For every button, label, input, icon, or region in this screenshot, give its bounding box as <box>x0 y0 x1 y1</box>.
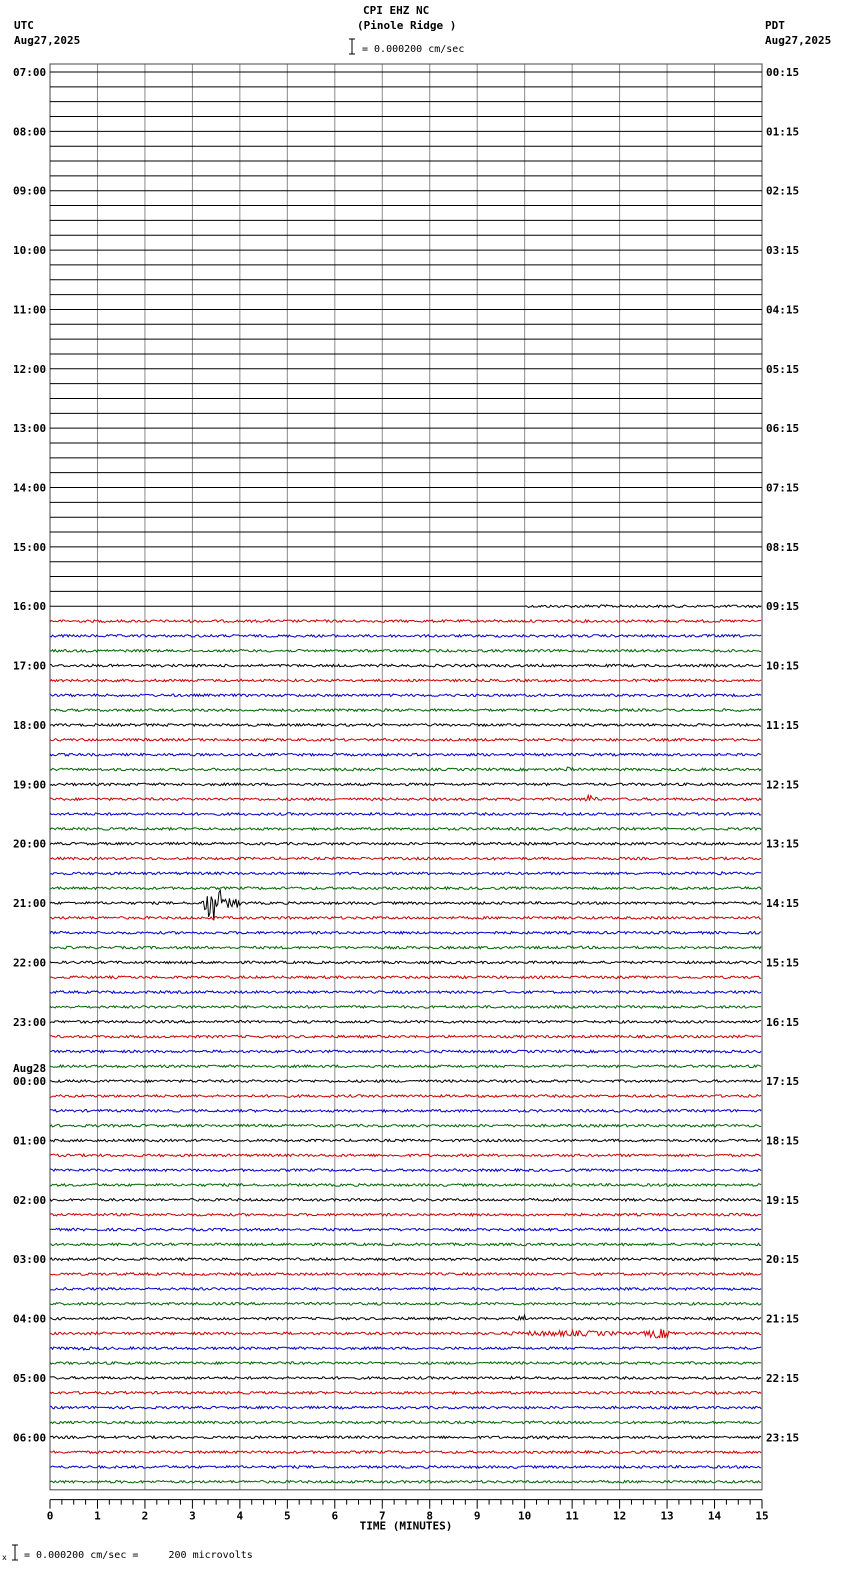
date-change-label: Aug28 <box>13 1062 47 1076</box>
trace-44 <box>50 724 761 727</box>
pdt-hour-label: 15:15 <box>766 956 800 970</box>
trace-90 <box>50 1406 761 1409</box>
trace-49 <box>50 795 761 801</box>
x-tick-label: 4 <box>236 1509 244 1523</box>
utc-hour-label: 19:00 <box>13 778 47 792</box>
x-tick-label: 14 <box>707 1509 722 1523</box>
trace-89 <box>50 1392 761 1395</box>
right-timezone: PDT <box>765 19 785 32</box>
utc-hour-label: 08:00 <box>13 125 47 139</box>
trace-84 <box>50 1315 761 1320</box>
utc-hour-label: 02:00 <box>13 1193 47 1207</box>
utc-hour-label: 07:00 <box>13 66 47 79</box>
trace-group <box>50 72 762 1483</box>
pdt-hour-label: 03:15 <box>766 244 800 258</box>
pdt-hour-label: 22:15 <box>766 1371 800 1385</box>
trace-47 <box>50 767 761 771</box>
x-tick-label: 11 <box>565 1509 579 1523</box>
trace-81 <box>50 1273 761 1276</box>
x-tick-label: 5 <box>284 1509 291 1523</box>
trace-60 <box>50 961 761 964</box>
pdt-hour-label: 14:15 <box>766 897 800 911</box>
utc-hour-label: 10:00 <box>13 244 47 258</box>
utc-hour-label: 20:00 <box>13 837 47 851</box>
pdt-hour-label: 21:15 <box>766 1312 800 1326</box>
trace-83 <box>50 1302 761 1305</box>
trace-70 <box>50 1110 761 1113</box>
left-date: Aug27,2025 <box>14 34 81 47</box>
trace-94 <box>50 1466 761 1469</box>
trace-82 <box>50 1288 761 1291</box>
trace-95 <box>50 1481 761 1484</box>
trace-53 <box>50 857 761 860</box>
trace-75 <box>50 1184 761 1187</box>
trace-39 <box>50 650 761 653</box>
x-axis <box>47 1500 769 1533</box>
station-location: (Pinole Ridge ) <box>357 19 457 32</box>
trace-58 <box>50 931 761 934</box>
x-tick-label: 2 <box>141 1509 149 1523</box>
trace-68 <box>50 1080 761 1083</box>
utc-hour-label: 04:00 <box>13 1312 47 1326</box>
footer-scale-label: = 0.000200 cm/sec = 200 microvolts <box>24 1550 253 1561</box>
trace-56 <box>50 890 761 920</box>
pdt-hour-label: 16:15 <box>766 1015 800 1029</box>
trace-36 <box>525 605 762 608</box>
trace-93 <box>50 1451 761 1454</box>
pdt-hour-label: 20:15 <box>766 1253 800 1267</box>
pdt-hour-label: 13:15 <box>766 837 800 851</box>
trace-50 <box>50 813 761 816</box>
utc-hour-label: 11:00 <box>13 303 47 317</box>
pdt-hour-label: 10:15 <box>766 659 800 673</box>
x-tick-label: 7 <box>378 1509 386 1523</box>
pdt-hour-label: 05:15 <box>766 362 800 376</box>
trace-80 <box>50 1258 761 1261</box>
utc-hour-label: 13:00 <box>13 422 47 436</box>
utc-hour-label: 09:00 <box>13 184 47 198</box>
trace-74 <box>50 1169 761 1172</box>
utc-hour-label: 06:00 <box>13 1431 47 1445</box>
trace-76 <box>50 1199 761 1202</box>
x-tick-label: 12 <box>612 1509 627 1523</box>
trace-46 <box>50 753 761 756</box>
pdt-hour-label: 09:15 <box>766 600 800 614</box>
trace-41 <box>50 679 761 682</box>
utc-hour-label: 18:00 <box>13 718 47 732</box>
trace-40 <box>50 664 761 667</box>
pdt-hour-label: 07:15 <box>766 481 800 495</box>
trace-66 <box>50 1050 761 1053</box>
station-title: CPI EHZ NC <box>363 4 430 17</box>
trace-52 <box>50 842 761 845</box>
trace-43 <box>50 709 761 712</box>
utc-hour-label: 05:00 <box>13 1371 47 1385</box>
trace-72 <box>50 1139 761 1142</box>
x-tick-label: 1 <box>94 1509 101 1523</box>
trace-86 <box>50 1347 761 1350</box>
plot-grid <box>50 64 762 1490</box>
trace-38 <box>50 635 761 638</box>
x-tick-label: 8 <box>426 1509 434 1523</box>
trace-51 <box>50 828 761 831</box>
pdt-hour-label: 19:15 <box>766 1193 800 1207</box>
utc-hour-label: 00:00 <box>13 1075 47 1089</box>
trace-78 <box>50 1228 761 1231</box>
trace-59 <box>50 946 761 949</box>
pdt-hour-label: 23:15 <box>766 1431 800 1445</box>
pdt-hour-label: 00:15 <box>766 66 800 79</box>
left-timezone: UTC <box>14 19 34 32</box>
trace-65 <box>50 1035 761 1038</box>
pdt-hour-label: 12:15 <box>766 778 800 792</box>
x-tick-label: 3 <box>189 1509 196 1523</box>
pdt-hour-label: 17:15 <box>766 1075 800 1089</box>
trace-67 <box>50 1065 761 1068</box>
utc-hour-label: 14:00 <box>13 481 47 495</box>
trace-57 <box>50 917 761 920</box>
utc-hour-label: 22:00 <box>13 956 47 970</box>
trace-88 <box>50 1377 761 1380</box>
x-tick-label: 10 <box>518 1509 532 1523</box>
pdt-hour-label: 11:15 <box>766 718 800 732</box>
x-tick-label: 9 <box>473 1509 481 1523</box>
pdt-hour-label: 18:15 <box>766 1134 800 1148</box>
plot-frame <box>50 64 762 1490</box>
utc-hour-label: 03:00 <box>13 1253 47 1267</box>
utc-hour-label: 01:00 <box>13 1134 47 1148</box>
utc-hour-label: 21:00 <box>13 897 47 911</box>
trace-69 <box>50 1095 761 1098</box>
trace-62 <box>50 991 761 994</box>
x-axis-label: TIME (MINUTES) <box>359 1519 453 1533</box>
utc-hour-label: 23:00 <box>13 1015 47 1029</box>
utc-hour-label: 17:00 <box>13 659 47 673</box>
trace-55 <box>50 887 761 890</box>
pdt-hour-label: 06:15 <box>766 422 800 436</box>
trace-73 <box>50 1154 761 1157</box>
trace-37 <box>50 620 761 623</box>
trace-63 <box>50 1006 761 1009</box>
time-labels <box>13 66 799 1444</box>
pdt-hour-label: 04:15 <box>766 303 800 317</box>
trace-79 <box>50 1243 761 1246</box>
pdt-hour-label: 02:15 <box>766 184 800 198</box>
utc-hour-label: 15:00 <box>13 540 47 554</box>
trace-77 <box>50 1213 761 1216</box>
trace-85 <box>50 1329 761 1338</box>
trace-91 <box>50 1421 761 1424</box>
footer-scale-bar-icon <box>11 1544 19 1562</box>
right-date: Aug27,2025 <box>765 34 832 47</box>
utc-hour-label: 12:00 <box>13 362 47 376</box>
scale-label: = 0.000200 cm/sec <box>362 44 465 55</box>
x-tick-label: 0 <box>46 1509 54 1523</box>
trace-45 <box>50 739 761 742</box>
trace-64 <box>50 1021 761 1024</box>
trace-54 <box>50 872 761 875</box>
x-tick-label: 6 <box>331 1509 339 1523</box>
utc-hour-label: 16:00 <box>13 600 47 614</box>
trace-61 <box>50 976 761 979</box>
pdt-hour-label: 01:15 <box>766 125 800 139</box>
trace-87 <box>50 1362 761 1365</box>
pdt-hour-label: 08:15 <box>766 540 800 554</box>
trace-71 <box>50 1124 761 1127</box>
footer-corner-mark: x <box>2 1553 7 1562</box>
trace-42 <box>50 694 761 697</box>
x-tick-label: 15 <box>755 1509 769 1523</box>
trace-92 <box>50 1436 761 1439</box>
x-tick-label: 13 <box>660 1509 674 1523</box>
trace-48 <box>50 783 761 786</box>
